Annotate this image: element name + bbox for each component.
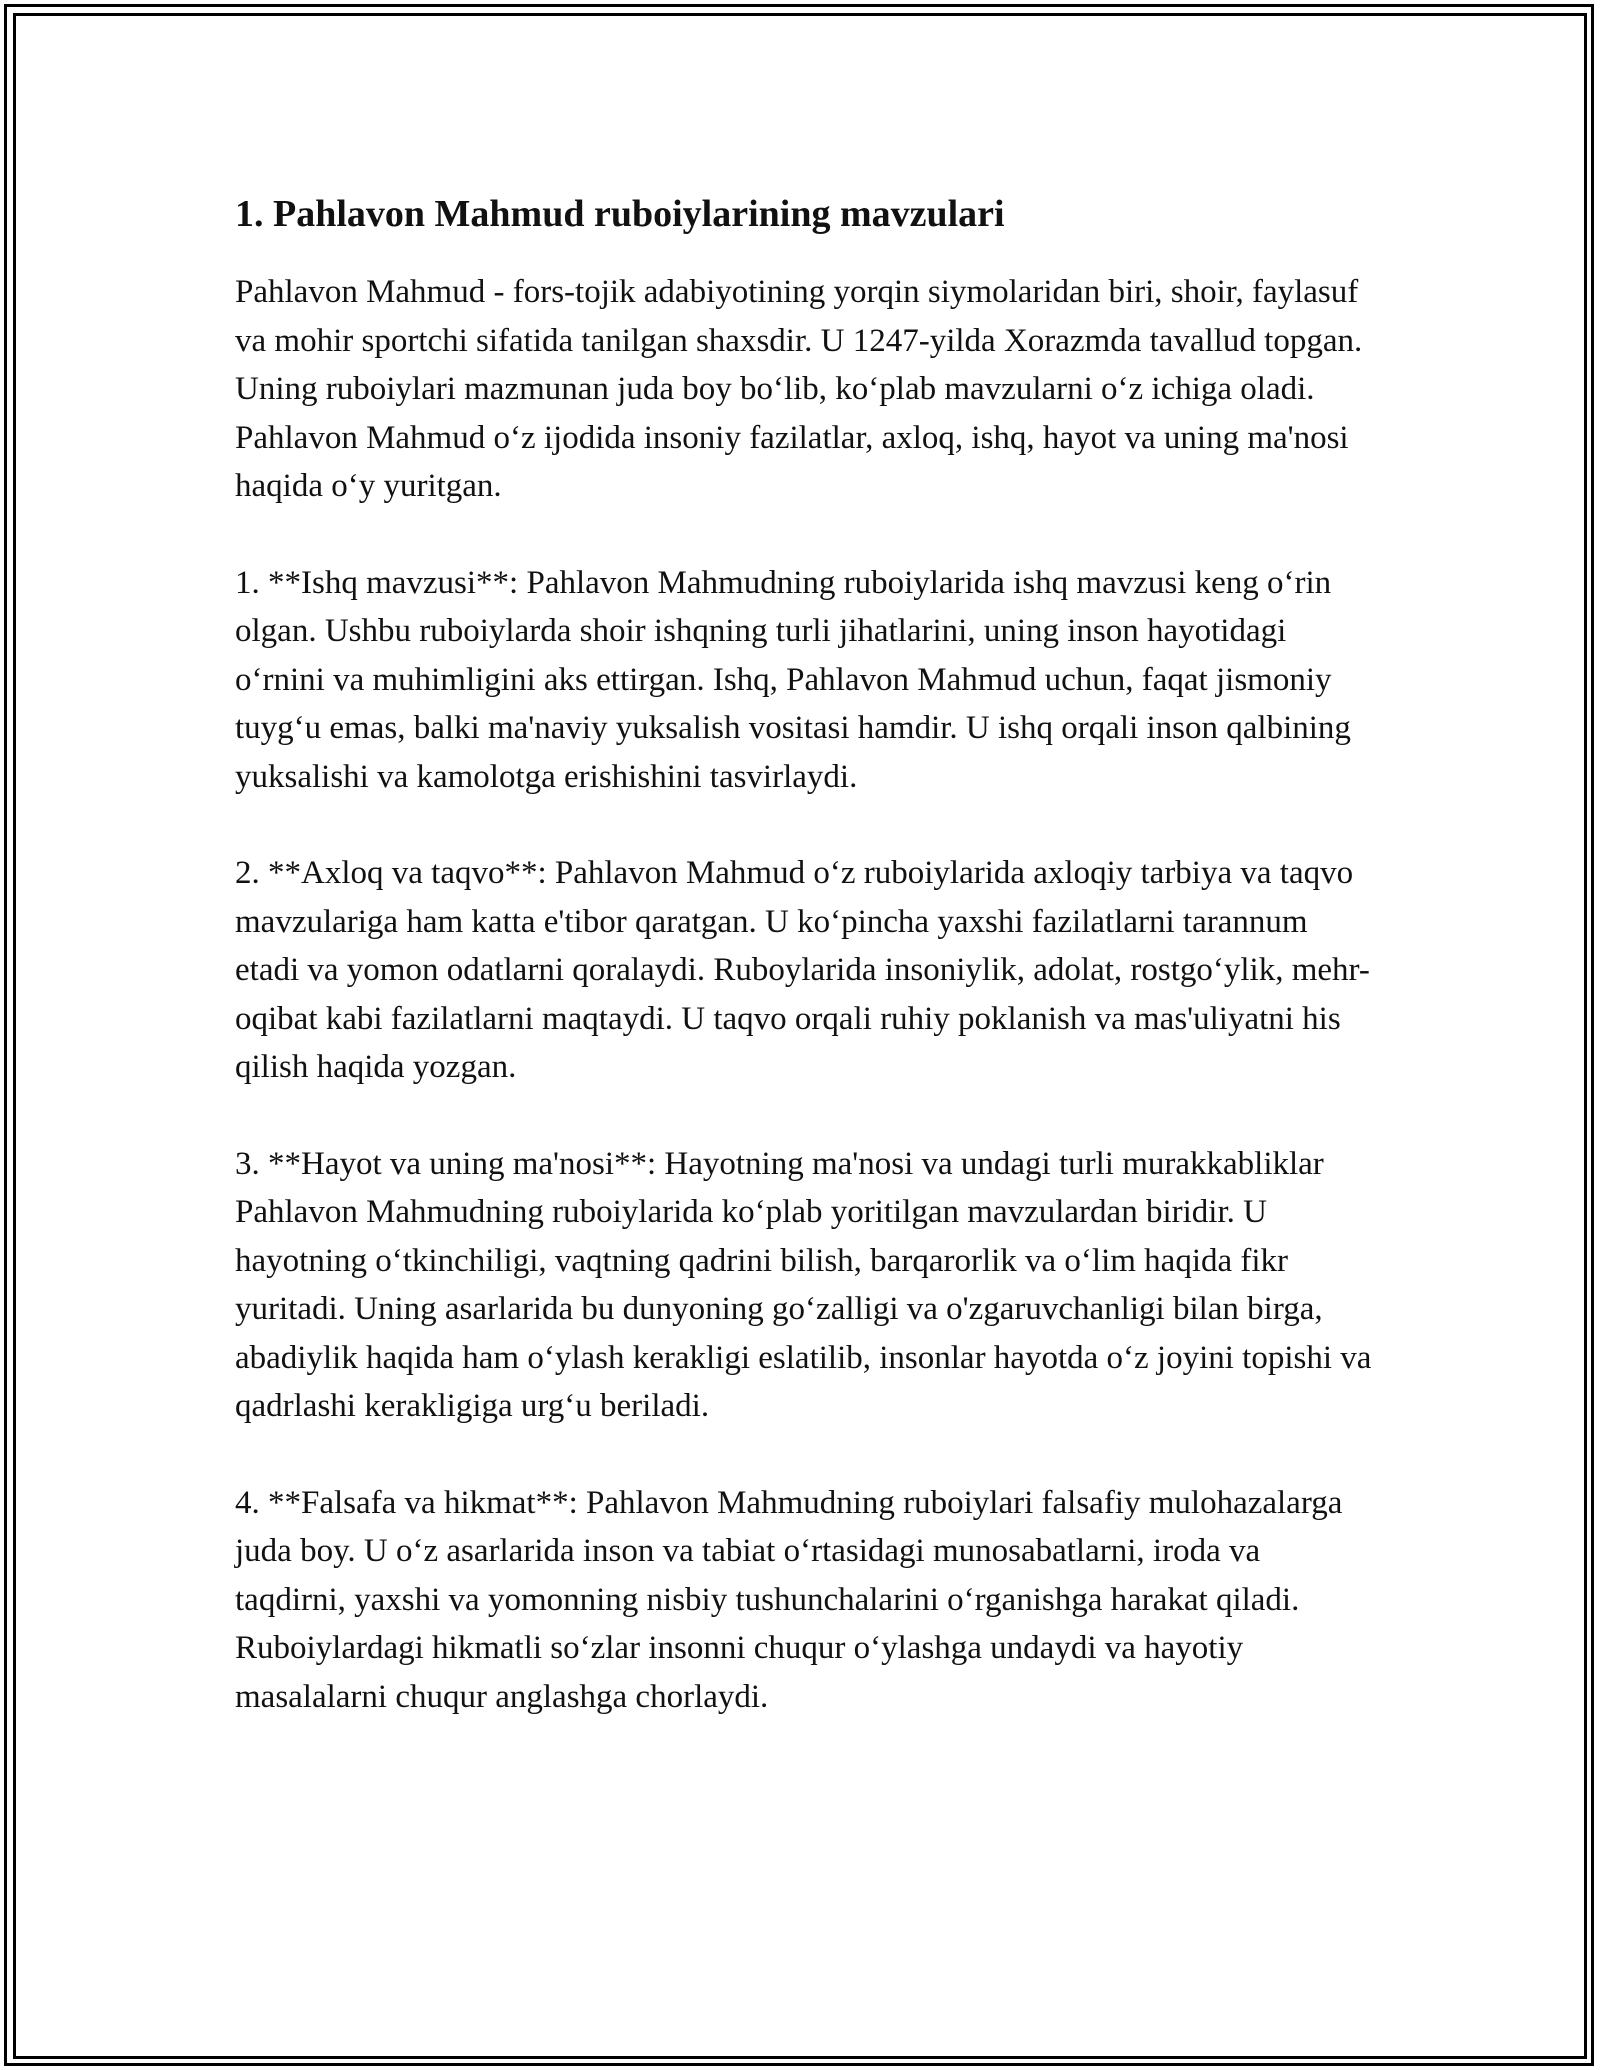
paragraph-falsafa-va-hikmat: 4. **Falsafa va hikmat**: Pahlavon Mahmudning ruboiylari falsafiy mulohazalarga juda boy. U o‘z asarlarida inson va tabiat o‘rtasidagi munosabatlarni, iroda va taqdirni, yaxshi va yomonning nisbiy tushunchalarini o‘rganishga harakat qiladi. Ruboiylardagi hikmatli so‘zlar insonni chuqur o‘ylashga undaydi va hayotiy masalalarni chuqur anglashga chorlaydi. <box>235 1484 1343 1715</box>
paragraph-hayot-va-manosi: 3. **Hayot va uning ma'nosi**: Hayotning ma'nosi va undagi turli murakkabliklar Pahlavon Mahmudning ruboiylarida ko‘plab yoritilgan mavzulardan biridir. U hayotning o‘tkinchiligi, vaqtning qadrini bilish, barqarorlik va o‘lim haqida fikr yuritadi. Uning asarlarida bu dunyoning go‘zalligi va o'zgaruvchanligi bilan birga, abadiylik haqida ham o‘ylash kerakligi eslatilib, insonlar hayotda o‘z joyini topishi va qadrlashi kerakligiga urg‘u beriladi. <box>235 1145 1372 1424</box>
document-body <box>235 186 1375 1769</box>
intro-paragraph: Pahlavon Mahmud - fors-tojik adabiyotining yorqin siymolaridan biri, shoir, faylasuf va mohir sportchi sifatida tanilgan shaxsdir. U 1247-yilda Xorazmda tavallud topgan. Uning ruboiylari mazmunan juda boy bo‘lib, ko‘plab mavzularni o‘z ichiga oladi. Pahlavon Mahmud o‘z ijodida insoniy fazilatlar, axloq, ishq, hayot va uning ma'nosi haqida o‘y yuritgan. <box>235 274 1363 504</box>
paragraph-axloq-va-taqvo: 2. **Axloq va taqvo**: Pahlavon Mahmud o‘z ruboiylarida axloqiy tarbiya va taqvo mavzulariga ham katta e'tibor qaratgan. U ko‘pincha yaxshi fazilatlarni tarannum etadi va yomon odatlarni qoralaydi. Ruboylarida insoniylik, adolat, rostgo‘ylik, mehr-oqibat kabi fazilatlarni maqtaydi. U taqvo orqali ruhiy poklanish va mas'uliyatni his qilish haqida yozgan. <box>235 855 1370 1085</box>
document-heading: 1. Pahlavon Mahmud ruboiylarining mavzulari <box>235 193 1005 235</box>
paragraph-ishq-mavzusi: 1. **Ishq mavzusi**: Pahlavon Mahmudning ruboiylarida ishq mavzusi keng o‘rin olgan. Ushbu ruboiylarda shoir ishqning turli jihatlarini, uning inson hayotidagi o‘rnini va muhimligini aks ettirgan. Ishq, Pahlavon Mahmud uchun, faqat jismoniy tuyg‘u emas, balki ma'naviy yuksalish vositasi hamdir. U ishq orqali inson qalbining yuksalishi va kamolotga erishishini tasvirlaydi. <box>235 564 1351 795</box>
